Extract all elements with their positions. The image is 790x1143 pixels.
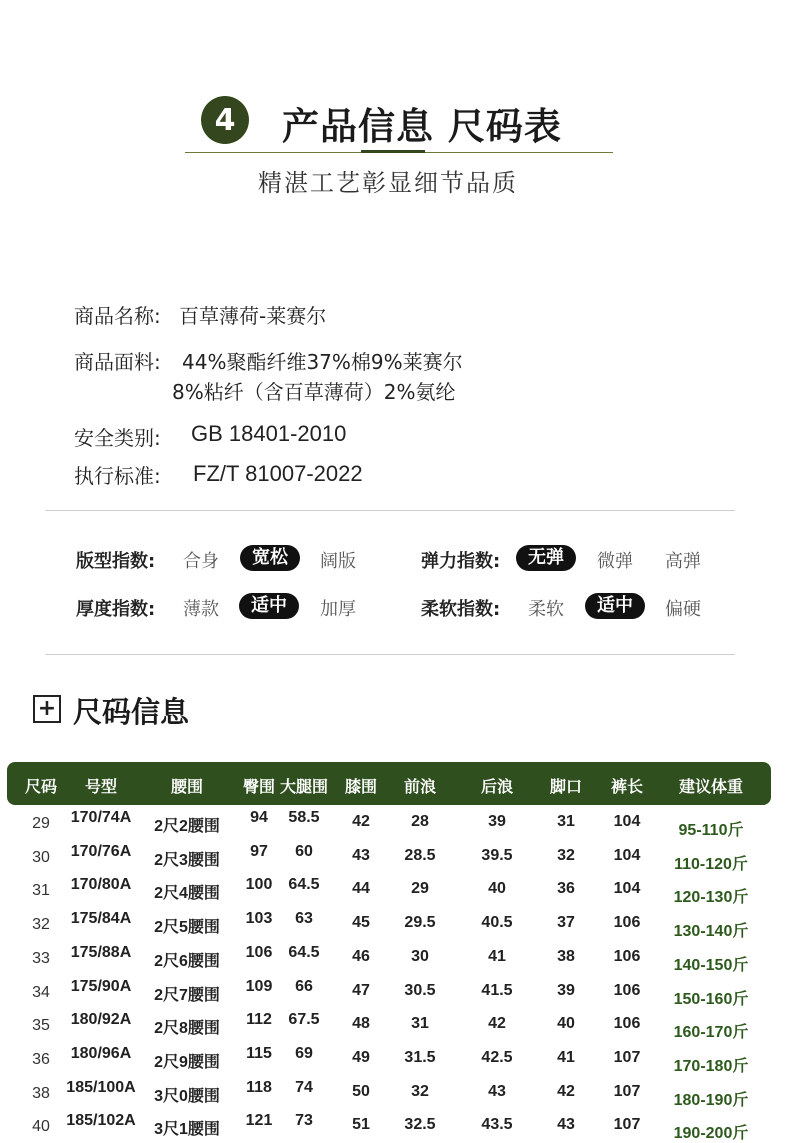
table-cell: 170/80A (70, 876, 132, 894)
table-cell: 40 (488, 880, 506, 898)
table-cell: 37 (557, 914, 575, 932)
table-cell: 39 (557, 981, 575, 999)
table-cell: 170/76A (70, 842, 132, 860)
page-subtitle: 精湛工艺彰显细节品质 (258, 169, 518, 197)
product-name-label: 商品名称: (74, 304, 161, 328)
suggested-weight-cell: 170-180斤 (673, 1057, 749, 1075)
table-cell: 109 (245, 977, 273, 995)
table-cell: 40.5 (481, 914, 513, 932)
product-name-value: 百草薄荷-莱赛尔 (179, 304, 327, 328)
safety-category-value: GB 18401-2010 (191, 421, 347, 446)
table-cell: 32 (32, 916, 50, 934)
thickness-option-selected: 适中 (239, 593, 299, 619)
table-cell: 107 (613, 1048, 641, 1066)
table-cell: 48 (352, 1015, 370, 1033)
table-cell: 94 (250, 809, 268, 826)
size-section-title: 尺码信息 (73, 695, 190, 729)
table-cell: 64.5 (288, 943, 320, 961)
table-cell: 34 (32, 983, 50, 1001)
table-cell: 45 (352, 914, 370, 932)
column-header: 建议体重 (678, 777, 744, 796)
fit-option: 阔版 (320, 551, 356, 572)
table-cell: 42 (352, 813, 370, 830)
table-cell: 185/102A (66, 1112, 136, 1130)
table-cell: 121 (245, 1112, 273, 1130)
table-cell: 41 (488, 947, 506, 965)
table-cell: 30 (411, 947, 429, 965)
table-cell: 63 (295, 910, 313, 928)
table-cell: 106 (613, 1015, 641, 1033)
table-cell: 31.5 (404, 1048, 436, 1066)
standard-value: FZ/T 81007-2022 (193, 461, 363, 486)
elastic-option: 高弹 (665, 551, 701, 572)
table-cell: 39 (488, 813, 506, 830)
table-cell: 42.5 (481, 1048, 513, 1066)
suggested-weight-cell: 150-160斤 (673, 990, 749, 1008)
table-cell: 39.5 (481, 846, 513, 864)
thickness-index-label: 厚度指数: (76, 599, 156, 620)
table-cell: 31 (32, 882, 50, 900)
table-cell: 97 (250, 842, 268, 860)
table-cell: 42 (557, 1082, 575, 1100)
table-cell: 30.5 (404, 981, 436, 999)
table-header-bar (7, 762, 771, 805)
table-cell: 29 (411, 880, 429, 898)
fit-index-label: 版型指数: (76, 551, 156, 572)
table-cell: 2尺8腰围 (154, 1020, 220, 1038)
table-cell: 35 (32, 1017, 50, 1035)
table-cell: 51 (352, 1116, 370, 1134)
fit-option-selected: 宽松 (240, 545, 300, 571)
table-cell: 115 (246, 1044, 272, 1062)
table-cell: 46 (352, 947, 370, 965)
column-header: 膝围 (344, 777, 378, 796)
column-header: 臀围 (242, 777, 276, 796)
fabric-label: 商品面料: (74, 350, 161, 374)
table-cell: 40 (32, 1118, 50, 1136)
table-cell: 104 (613, 846, 641, 864)
table-cell: 2尺4腰围 (154, 885, 220, 903)
suggested-weight-cell: 130-140斤 (673, 923, 749, 941)
table-cell: 32.5 (404, 1116, 436, 1134)
table-cell: 28.5 (404, 846, 436, 864)
elastic-index-label: 弹力指数: (421, 551, 501, 572)
suggested-weight-cell: 95-110斤 (678, 822, 744, 839)
table-cell: 180/92A (70, 1011, 132, 1029)
table-cell: 41 (557, 1048, 575, 1066)
table-cell: 180/96A (70, 1044, 132, 1062)
table-cell: 32 (557, 846, 575, 864)
table-cell: 47 (352, 981, 370, 999)
table-cell: 33 (32, 949, 50, 967)
table-cell: 29 (32, 815, 50, 832)
standard-label: 执行标准: (74, 464, 161, 488)
column-header: 大腿围 (279, 777, 329, 796)
softness-index-label: 柔软指数: (421, 599, 501, 620)
title-divider-accent (361, 150, 425, 153)
table-cell: 32 (411, 1082, 429, 1100)
table-cell: 43 (557, 1116, 575, 1134)
table-cell: 2尺9腰围 (154, 1053, 220, 1071)
table-cell: 67.5 (288, 1011, 320, 1029)
table-cell: 43 (488, 1082, 506, 1100)
table-cell: 2尺6腰围 (154, 952, 220, 970)
plus-box-icon: + (33, 695, 61, 723)
table-cell: 104 (613, 813, 641, 830)
table-cell: 2尺7腰围 (154, 986, 220, 1004)
table-cell: 43.5 (481, 1116, 513, 1134)
table-cell: 38 (557, 947, 575, 965)
table-cell: 58.5 (288, 809, 320, 826)
table-cell: 170/74A (70, 809, 132, 826)
column-header: 号型 (84, 777, 118, 796)
elastic-option-selected: 无弹 (516, 545, 576, 571)
table-cell: 185/100A (66, 1078, 136, 1096)
table-cell: 31 (557, 813, 575, 830)
column-header: 尺码 (24, 777, 58, 796)
table-cell: 175/90A (70, 977, 132, 995)
table-cell: 3尺0腰围 (154, 1087, 220, 1105)
table-cell: 50 (352, 1082, 370, 1100)
table-cell: 2尺2腰围 (154, 818, 220, 835)
safety-category-label: 安全类别: (74, 426, 161, 450)
table-cell: 36 (557, 880, 575, 898)
table-cell: 31 (411, 1015, 429, 1033)
divider (45, 510, 735, 511)
suggested-weight-cell: 110-120斤 (674, 855, 748, 873)
elastic-option: 微弹 (597, 551, 633, 572)
column-header: 后浪 (480, 777, 514, 796)
fabric-value-line1: 44%聚酯纤维37%棉9%莱赛尔 (182, 350, 463, 374)
table-cell: 175/88A (70, 943, 132, 961)
section-number-badge: 4 (201, 96, 249, 144)
table-cell: 69 (295, 1044, 313, 1062)
table-cell: 175/84A (70, 910, 132, 928)
table-cell: 66 (295, 977, 313, 995)
column-header: 脚口 (549, 777, 583, 796)
softness-option-selected: 适中 (585, 593, 645, 619)
column-header: 腰围 (170, 777, 204, 796)
table-cell: 36 (32, 1050, 50, 1068)
table-cell: 40 (557, 1015, 575, 1033)
thickness-option: 加厚 (320, 599, 356, 620)
table-cell: 112 (246, 1011, 272, 1029)
table-cell: 29.5 (404, 914, 436, 932)
table-cell: 64.5 (288, 876, 320, 894)
table-cell: 107 (613, 1116, 641, 1134)
table-cell: 44 (352, 880, 370, 898)
suggested-weight-cell: 190-200斤 (673, 1125, 749, 1143)
softness-option: 柔软 (528, 599, 564, 620)
thickness-option: 薄款 (183, 599, 219, 620)
table-cell: 103 (245, 910, 273, 928)
column-header: 裤长 (610, 777, 644, 796)
table-cell: 49 (352, 1048, 370, 1066)
fabric-value-line2: 8%粘纤（含百草薄荷）2%氨纶 (172, 380, 456, 404)
table-cell: 106 (613, 947, 641, 965)
table-cell: 118 (246, 1078, 272, 1096)
table-cell: 73 (295, 1112, 313, 1130)
table-cell: 3尺1腰围 (154, 1121, 220, 1139)
fit-option: 合身 (183, 551, 219, 572)
suggested-weight-cell: 140-150斤 (673, 956, 749, 974)
divider (45, 654, 735, 655)
page-title: 产品信息 尺码表 (282, 105, 562, 148)
table-cell: 42 (488, 1015, 506, 1033)
table-cell: 100 (245, 876, 273, 894)
softness-option: 偏硬 (665, 599, 701, 620)
table-cell: 104 (613, 880, 641, 898)
table-cell: 106 (245, 943, 273, 961)
table-cell: 38 (32, 1084, 50, 1102)
table-cell: 28 (411, 813, 429, 830)
table-cell: 74 (295, 1078, 313, 1096)
suggested-weight-cell: 120-130斤 (673, 889, 749, 907)
table-cell: 106 (613, 981, 641, 999)
suggested-weight-cell: 180-190斤 (673, 1091, 749, 1109)
table-cell: 41.5 (481, 981, 513, 999)
suggested-weight-cell: 160-170斤 (673, 1024, 749, 1042)
table-cell: 107 (613, 1082, 641, 1100)
table-cell: 2尺3腰围 (154, 851, 220, 869)
column-header: 前浪 (403, 777, 437, 796)
table-cell: 30 (32, 848, 50, 866)
table-cell: 106 (613, 914, 641, 932)
table-cell: 60 (295, 842, 313, 860)
table-cell: 43 (352, 846, 370, 864)
table-cell: 2尺5腰围 (154, 919, 220, 937)
